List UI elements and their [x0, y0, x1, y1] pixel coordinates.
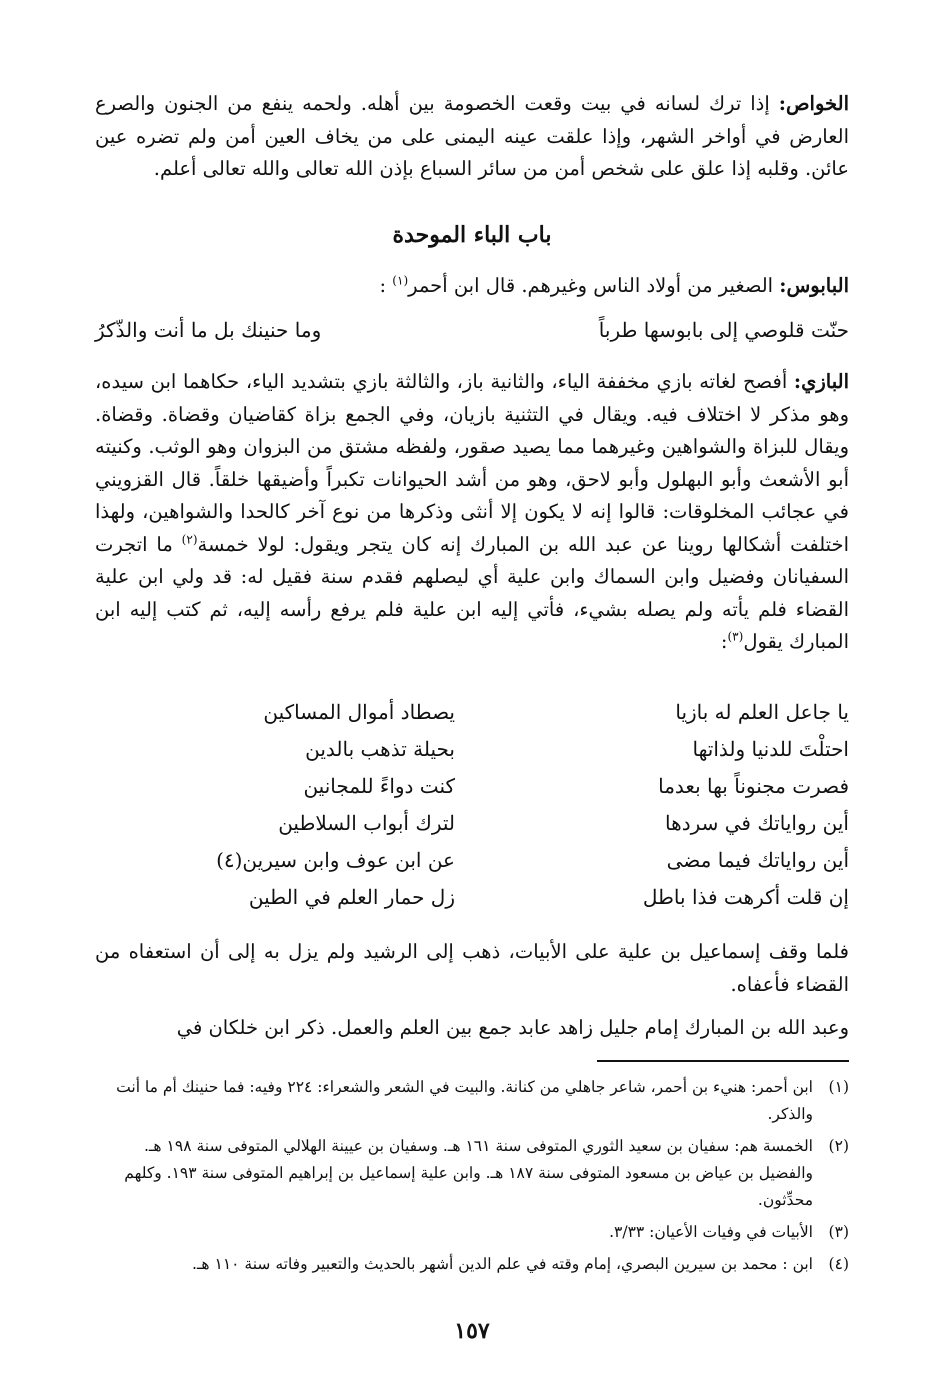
footnote-text: ابن أحمر: هنيء بن أحمر، شاعر جاهلي من كنانة. والبيت في الشعر والشعراء: ٢٢٤ وفيه: فما حنينك أم ما أنت والذكر.	[116, 1078, 813, 1123]
footnote-number: (٤)	[828, 1255, 849, 1273]
text-babus: الصغير من أولاد الناس وغيرهم. قال ابن أحمر	[408, 274, 780, 297]
poem-first-hemistich: يا جاعل العلم له بازيا	[675, 700, 849, 724]
poem-line	[95, 848, 849, 885]
text-bazi-tail: :	[720, 630, 728, 653]
poem-second-hemistich: يصطاد أموال المساكين	[263, 700, 455, 724]
footnotes	[95, 1074, 849, 1283]
footnote-number: (٣)	[828, 1223, 849, 1241]
poem-second-hemistich: بحيلة تذهب بالدين	[305, 737, 455, 761]
poem-second-hemistich: لترك أبواب السلاطين	[278, 811, 455, 835]
poem-line	[95, 885, 849, 922]
poem-first-hemistich: احتلْتَ للدنيا ولذاتها	[692, 737, 849, 761]
poem-second-hemistich: زل حمار العلم في الطين	[248, 885, 455, 909]
verse-second-hemistich: وما حنينك بل ما أنت والذّكرُ	[95, 318, 322, 342]
footnote-number: (١)	[828, 1078, 849, 1096]
text-bazi-1: أفصح لغاته بازي مخففة الياء، والثانية باز، والثالثة بازي بتشديد الياء، حكاهما ابن سيده، وهو مذكر لا اختلاف فيه. ويقال في التثنية بازيان، وفي الجمع بزاة كقاضيان وقضاة. وقضاة. ويقال للبزاة والشواهين وغيرهما مما يصيد صقور، ولفظه مشتق من البزوان وهو الوثب. وكنيته أبو الأشعث وأبو البهلول وأبو لاحق، وهو من أشد الحيوانات تكبراً وأضيقها خلقاً. قال القزويني في عجائب المخلوقات: قالوا إنه لا يكون إلا أنثى وذكرها من نوع آخر كالحدا والشواهين، ولهذا اختلفت أشكالها روينا عن عبد الله بن المبارك إنه كان يتجر ويقول: لولا خمسة	[95, 370, 849, 556]
poem-first-hemistich: أين رواياتك فيما مضى	[666, 848, 849, 872]
paragraph-babus	[95, 270, 849, 303]
babus-verse	[95, 318, 849, 354]
page-number: ١٥٧	[454, 1318, 490, 1344]
text-khawas: إذا ترك لسانه في بيت وقعت الخصومة بين أهله. ولحمه ينفع من الجنون والصرع العارض في أواخر الشهر، وإذا علقت عينه اليمنى على من يخاف العين أمن ولم تضره عين عائن. وقلبه إذا علق على شخص أمن من سائر السباع بإذن الله تعالى والله تعالى أعلم.	[95, 92, 849, 180]
poem-line	[95, 737, 849, 774]
footnote-text: ابن : محمد بن سيرين البصري، إمام وقته في علم الدين أشهر بالحديث والتعبير وفاته سنة ١١٠ هـ.	[191, 1255, 813, 1273]
footnote-number: (٢)	[828, 1137, 849, 1155]
footnote-ref-2[interactable]: (٢)	[181, 532, 198, 546]
term-babus: البابوس:	[779, 274, 849, 297]
footnote-item	[95, 1133, 849, 1214]
paragraph-abdullah: وعبد الله بن المبارك إمام جليل زاهد عابد جمع بين العلم والعمل. ذكر ابن خلكان في	[176, 1016, 849, 1039]
footnote-item	[95, 1251, 849, 1278]
poem-first-hemistich: أين رواياتك في سردها	[665, 811, 849, 835]
footnote-ref-1[interactable]: (١)	[392, 273, 409, 288]
text-babus-tail: :	[379, 274, 393, 297]
poem-first-hemistich: إن قلت أكرهت فذا باطل	[642, 885, 849, 909]
poem-second-hemistich: كنت دواءً للمجانين	[303, 774, 455, 798]
poem-line	[95, 774, 849, 811]
footnote-text: الخمسة هم: سفيان بن سعيد الثوري المتوفى سنة ١٦١ هـ. وسفيان بن عيينة الهلالي المتوفى سنة ١٩٨ هـ. والفضيل بن عياض بن مسعود المتوفى سنة ١٨٧ هـ. وابن علية إسماعيل بن إبراهيم المتوفى سنة ١٩٣. وكلهم محدِّثون.	[124, 1137, 813, 1209]
footnote-item	[95, 1074, 849, 1128]
term-khawas: الخواص:	[778, 92, 849, 115]
footnote-divider	[597, 1060, 849, 1062]
footnote-ref-3[interactable]: (٣)	[727, 629, 744, 644]
footnote-text: الأبيات في وفيات الأعيان: ٣/٣٣.	[609, 1223, 813, 1241]
poem	[95, 700, 849, 922]
paragraph-bazi	[95, 366, 849, 659]
paragraph-khawas	[95, 88, 849, 186]
poem-line	[95, 700, 849, 737]
poem-second-hemistich: عن ابن عوف وابن سيرين(٤)	[216, 848, 455, 872]
paragraph-after-poem: فلما وقف إسماعيل بن علية على الأبيات، ذهب إلى الرشيد ولم يزل به إلى أن استعفاه من القضاء فأعفاه.	[95, 940, 849, 996]
verse-first-hemistich: حنّت قلوصي إلى بابوسها طرباً	[598, 318, 849, 342]
term-bazi: البازي:	[793, 370, 849, 393]
poem-first-hemistich: فصرت مجنوناً بها بعدما	[658, 774, 849, 798]
section-heading: باب الباء الموحدة	[392, 222, 552, 248]
poem-line	[95, 811, 849, 848]
text-bazi-2: ما اتجرت السفيانان وفضيل وابن السماك وابن علية أي ليصلهم فقدم سنة فقيل له: قد ولي ابن علية القضاء فلم يأته ولم يصله بشيء، فأتي إليه ابن علية فلم يرفع رأسه إليه، ثم كتب إليه ابن المبارك يقول	[95, 532, 849, 653]
footnote-item	[95, 1219, 849, 1246]
